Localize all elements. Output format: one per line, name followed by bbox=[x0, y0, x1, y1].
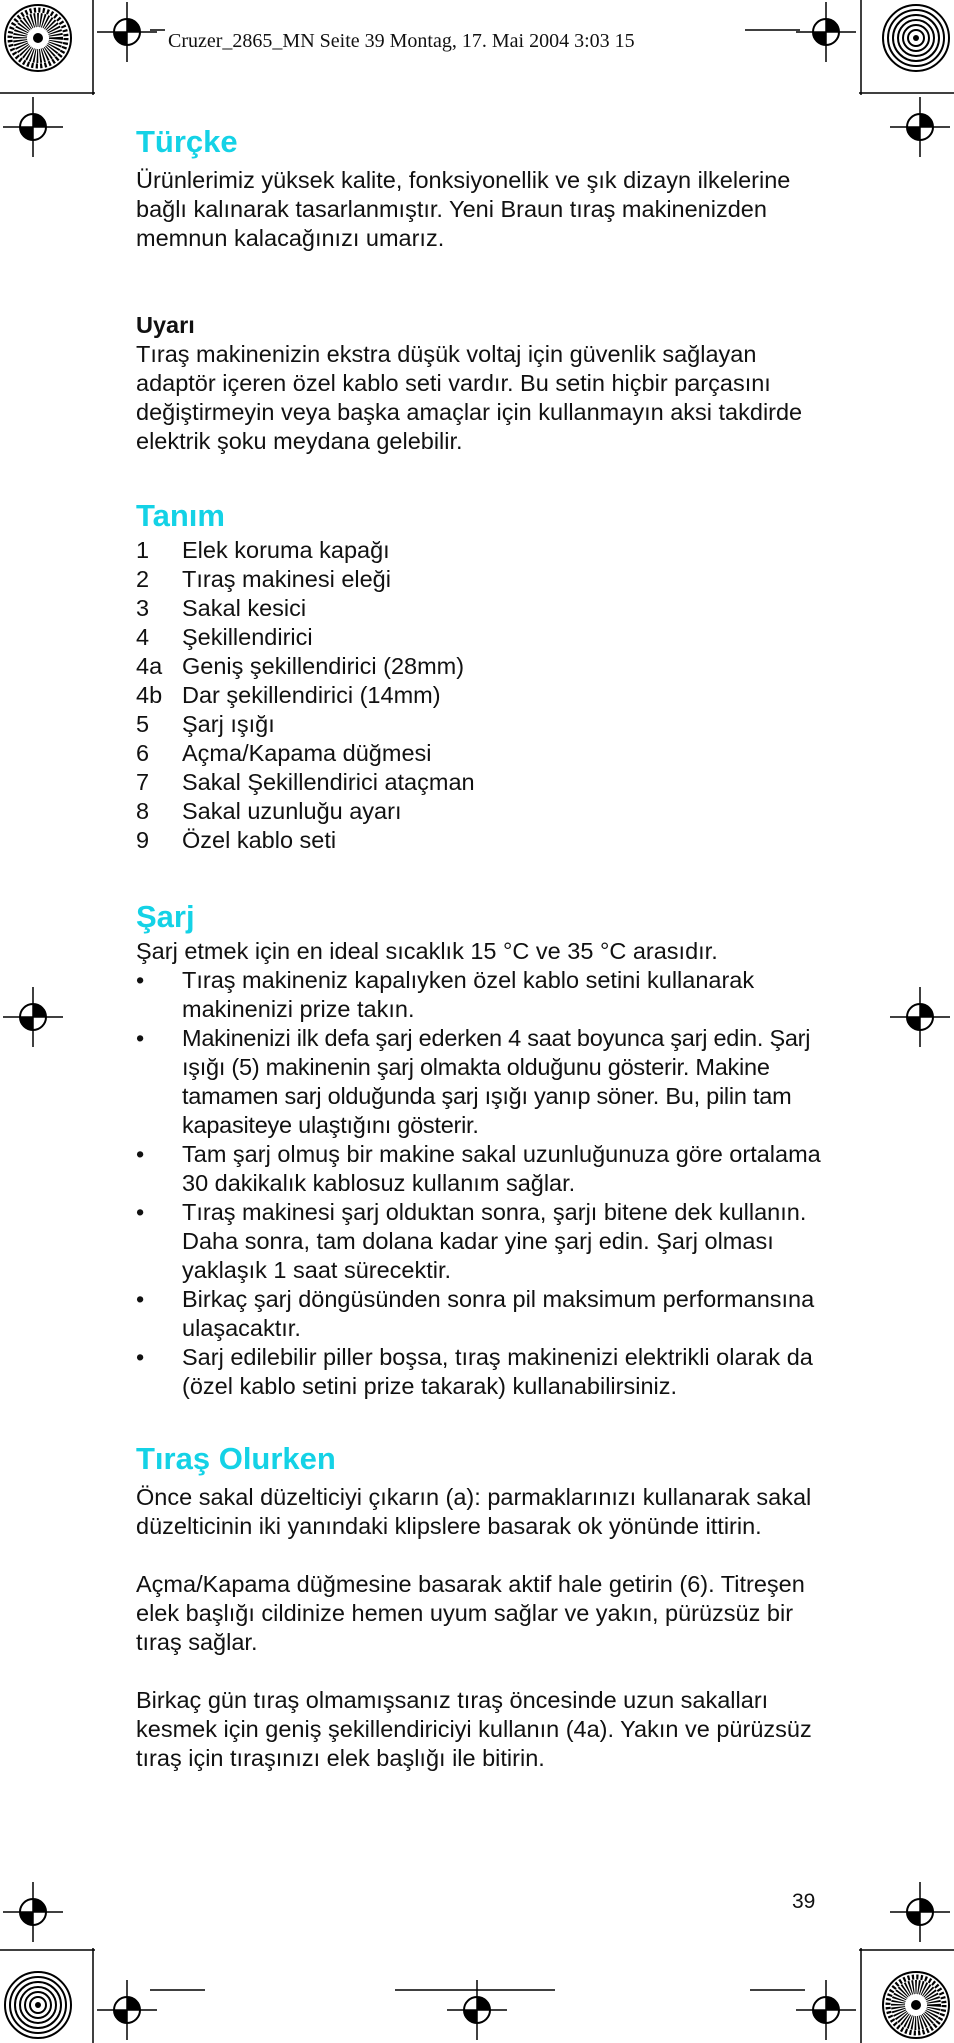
shaving-paragraph: Açma/Kapama düğmesine basarak aktif hale getirin (6). Titreşen elek başlığı cildinize hemen uyum sağlar ve yakın, pürüzsüz bir tıraş sağlar. bbox=[136, 1571, 805, 1655]
item-label: Açma/Kapama düğmesi bbox=[182, 740, 432, 766]
list-item bbox=[136, 1285, 826, 1343]
list-item bbox=[136, 1343, 826, 1401]
item-number: 4 bbox=[136, 624, 150, 650]
list-item bbox=[136, 966, 826, 1024]
item-label: Sakal Şekillendirici ataçman bbox=[182, 769, 475, 795]
item-number: 5 bbox=[136, 711, 150, 737]
list-item bbox=[136, 652, 826, 681]
bullet-icon: • bbox=[136, 967, 145, 993]
item-label: Şarj ışığı bbox=[182, 711, 275, 737]
item-number: 9 bbox=[136, 827, 150, 853]
list-item bbox=[136, 536, 826, 565]
item-number: 1 bbox=[136, 537, 150, 563]
warning-paragraph: Tıraş makinenizin ekstra düşük voltaj için güvenlik sağlayan adaptör içeren özel kablo seti vardır. Bu setin hiçbir parçasını değiştirmeyin veya başka amaçlar için kullanmayın aksi takdirde elektrik şoku meydana gelebilir. bbox=[136, 341, 803, 454]
list-item bbox=[136, 710, 826, 739]
section-description bbox=[136, 496, 826, 855]
item-number: 4b bbox=[136, 682, 163, 708]
item-label: Sakal uzunluğu ayarı bbox=[182, 798, 402, 824]
section-title-intro: Türçke bbox=[136, 124, 238, 159]
list-item bbox=[136, 1198, 826, 1285]
item-number: 2 bbox=[136, 566, 150, 592]
charging-intro: Şarj etmek için en ideal sıcaklık 15 °C ve 35 °C arasıdır. bbox=[136, 938, 718, 964]
item-label: Elek koruma kapağı bbox=[182, 537, 390, 563]
bullet-text: Birkaç şarj döngüsünden sonra pil maksimum performansına ulaşacaktır. bbox=[182, 1286, 815, 1341]
list-item bbox=[136, 768, 826, 797]
page-content bbox=[136, 122, 826, 1773]
list-item bbox=[136, 594, 826, 623]
parts-list bbox=[136, 536, 826, 855]
bullet-text: Makinenizi ilk defa şarj ederken 4 saat boyunca şarj edin. Şarj ışığı (5) makinenin şarj olmakta olduğunu gösterir. Makine tamamen sarj olduğunda şarj ışığı yanıp söner. Bu, pilin tam kapasiteye ulaştığını gösterir. bbox=[182, 1025, 811, 1138]
section-intro bbox=[136, 122, 826, 253]
print-slug: Cruzer_2865_MN Seite 39 Montag, 17. Mai 2004 3:03 15 bbox=[168, 30, 635, 52]
item-label: Özel kablo seti bbox=[182, 827, 337, 853]
list-item bbox=[136, 565, 826, 594]
item-number: 8 bbox=[136, 798, 150, 824]
bullet-text: Tam şarj olmuş bir makine sakal uzunluğunuza göre ortalama 30 dakikalık kablosuz kullanım sağlar. bbox=[182, 1141, 821, 1196]
item-label: Geniş şekillendirici (28mm) bbox=[182, 653, 465, 679]
item-number: 6 bbox=[136, 740, 150, 766]
item-label: Tıraş makinesi eleği bbox=[182, 566, 391, 592]
list-item bbox=[136, 681, 826, 710]
item-number: 3 bbox=[136, 595, 150, 621]
shaving-paragraph: Önce sakal düzelticiyi çıkarın (a): parmaklarınızı kullanarak sakal düzelticinin iki yanındaki klipslere basarak ok yönünde ittirin. bbox=[136, 1484, 812, 1539]
warning-heading: Uyarı bbox=[136, 312, 195, 338]
list-item bbox=[136, 1140, 826, 1198]
bullet-icon: • bbox=[136, 1286, 145, 1312]
shaving-paragraph: Birkaç gün tıraş olmamışsanız tıraş öncesinde uzun sakalları kesmek için geniş şekillendiriciyi kullanın (4a). Yakın ve pürüzsüz tıraş için tıraşınızı elek başlığı ile bitirin. bbox=[136, 1687, 812, 1771]
page-number: 39 bbox=[792, 1890, 816, 1913]
section-title-description: Tanım bbox=[136, 498, 225, 533]
section-shaving bbox=[136, 1439, 826, 1773]
bullet-text: Tıraş makinesi şarj olduktan sonra, şarjı bitene dek kullanın. Daha sonra, tam dolana kadar yine şarj edin. Şarj olması yaklaşık 1 saat sürecektir. bbox=[182, 1199, 807, 1283]
item-label: Sakal kesici bbox=[182, 595, 307, 621]
list-item bbox=[136, 826, 826, 855]
list-item bbox=[136, 797, 826, 826]
bullet-text: Tıraş makineniz kapalıyken özel kablo setini kullanarak makinenizi prize takın. bbox=[182, 967, 755, 1022]
list-item bbox=[136, 623, 826, 652]
section-charging bbox=[136, 897, 826, 1401]
charging-bullets bbox=[136, 966, 826, 1401]
item-number: 4a bbox=[136, 653, 163, 679]
section-warning bbox=[136, 311, 826, 456]
item-label: Şekillendirici bbox=[182, 624, 313, 650]
bullet-icon: • bbox=[136, 1199, 145, 1225]
item-label: Dar şekillendirici (14mm) bbox=[182, 682, 441, 708]
item-number: 7 bbox=[136, 769, 150, 795]
bullet-icon: • bbox=[136, 1344, 145, 1370]
intro-paragraph: Ürünlerimiz yüksek kalite, fonksiyonellik ve şık dizayn ilkelerine bağlı kalınarak tasarlanmıştır. Yeni Braun tıraş makinenizden memnun kalacağınızı umarız. bbox=[136, 167, 791, 251]
bullet-text: Sarj edilebilir piller boşsa, tıraş makinenizi elektrikli olarak da (özel kablo setini prize takarak) kullanabilirsiniz. bbox=[182, 1344, 813, 1399]
list-item bbox=[136, 1024, 826, 1140]
section-title-shaving: Tıraş Olurken bbox=[136, 1441, 336, 1476]
list-item bbox=[136, 739, 826, 768]
bullet-icon: • bbox=[136, 1025, 145, 1051]
bullet-icon: • bbox=[136, 1141, 145, 1167]
section-title-charging: Şarj bbox=[136, 899, 195, 934]
